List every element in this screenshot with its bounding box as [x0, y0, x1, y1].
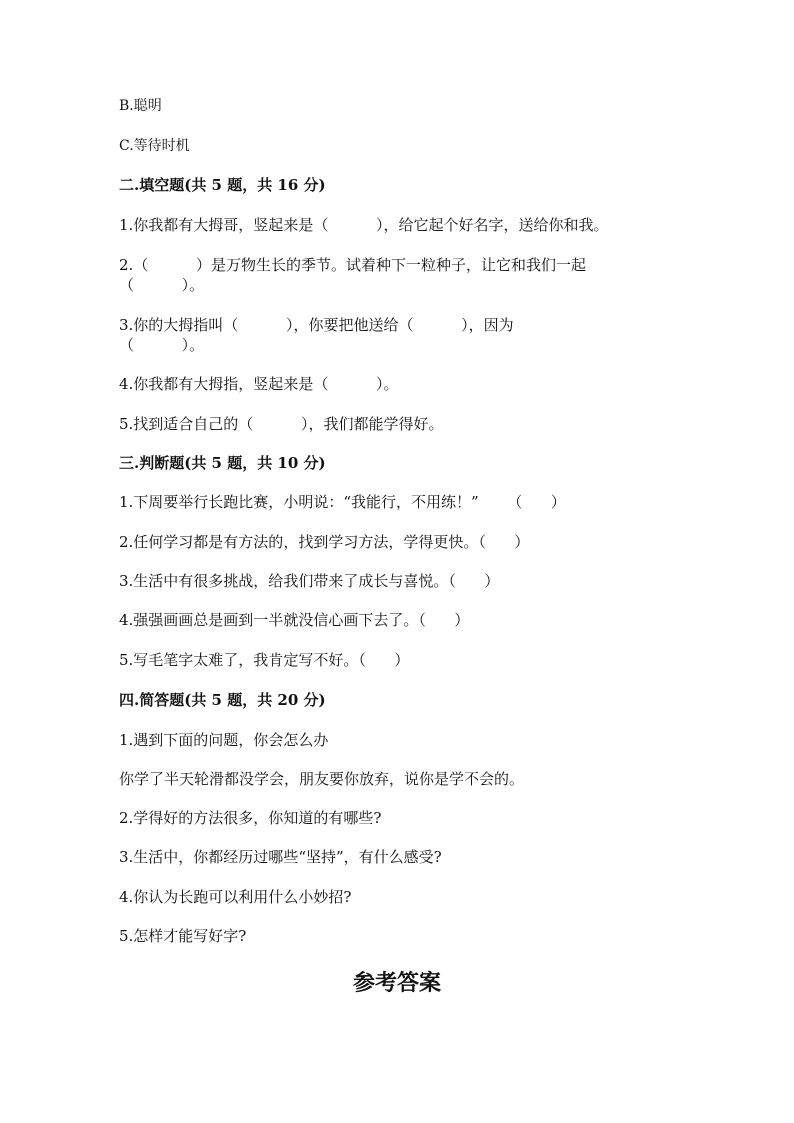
fill-q3-line1: 3.你的大拇指叫（ ），你要把他送给（ ），因为 — [119, 316, 514, 334]
short-q2: 2.学得好的方法很多，你知道的有哪些? — [119, 809, 382, 827]
judge-q3: 3.生活中有很多挑战，给我们带来了成长与喜悦。（ ） — [119, 572, 500, 590]
section2-heading: 二.填空题(共 5 题，共 16 分) — [119, 176, 326, 194]
section3-heading: 三.判断题(共 5 题，共 10 分) — [119, 454, 326, 472]
answers-title: 参考答案 — [352, 970, 441, 996]
judge-q4: 4.强强画画总是画到一半就没信心画下去了。（ ） — [119, 611, 470, 629]
fill-q2-line1: 2.（ ）是万物生长的季节。试着种下一粒种子，让它和我们一起 — [119, 256, 586, 274]
fill-q2-line2: （ ）。 — [119, 276, 205, 294]
short-q1-detail: 你学了半天轮滑都没学会，朋友要你放弃，说你是学不会的。 — [119, 770, 525, 788]
short-q3: 3.生活中，你都经历过哪些“坚持”，有什么感受? — [119, 848, 442, 866]
fill-q5: 5.找到适合自己的（ ），我们都能学得好。 — [119, 415, 444, 433]
section4-heading: 四.简答题(共 5 题，共 20 分) — [119, 691, 326, 709]
judge-q1: 1.下周要举行长跑比赛，小明说：“我能行，不用练！” （ ） — [119, 493, 566, 511]
option-c: C.等待时机 — [119, 138, 190, 154]
fill-q4: 4.你我都有大拇指，竖起来是（ ）。 — [119, 375, 399, 393]
short-q4: 4.你认为长跑可以利用什么小妙招? — [119, 888, 352, 906]
fill-q3-line2: （ ）。 — [119, 336, 205, 354]
fill-q1: 1.你我都有大拇哥，竖起来是（ ），给它起个好名字，送给你和我。 — [119, 216, 609, 234]
judge-q5: 5.写毛笔字太难了，我肯定写不好。（ ） — [119, 651, 410, 669]
option-b: B.聪明 — [119, 98, 162, 114]
short-q5: 5.怎样才能写好字? — [119, 927, 247, 945]
short-q1: 1.遇到下面的问题，你会怎么办 — [119, 731, 329, 749]
judge-q2: 2.任何学习都是有方法的，找到学习方法，学得更快。（ ） — [119, 533, 530, 551]
